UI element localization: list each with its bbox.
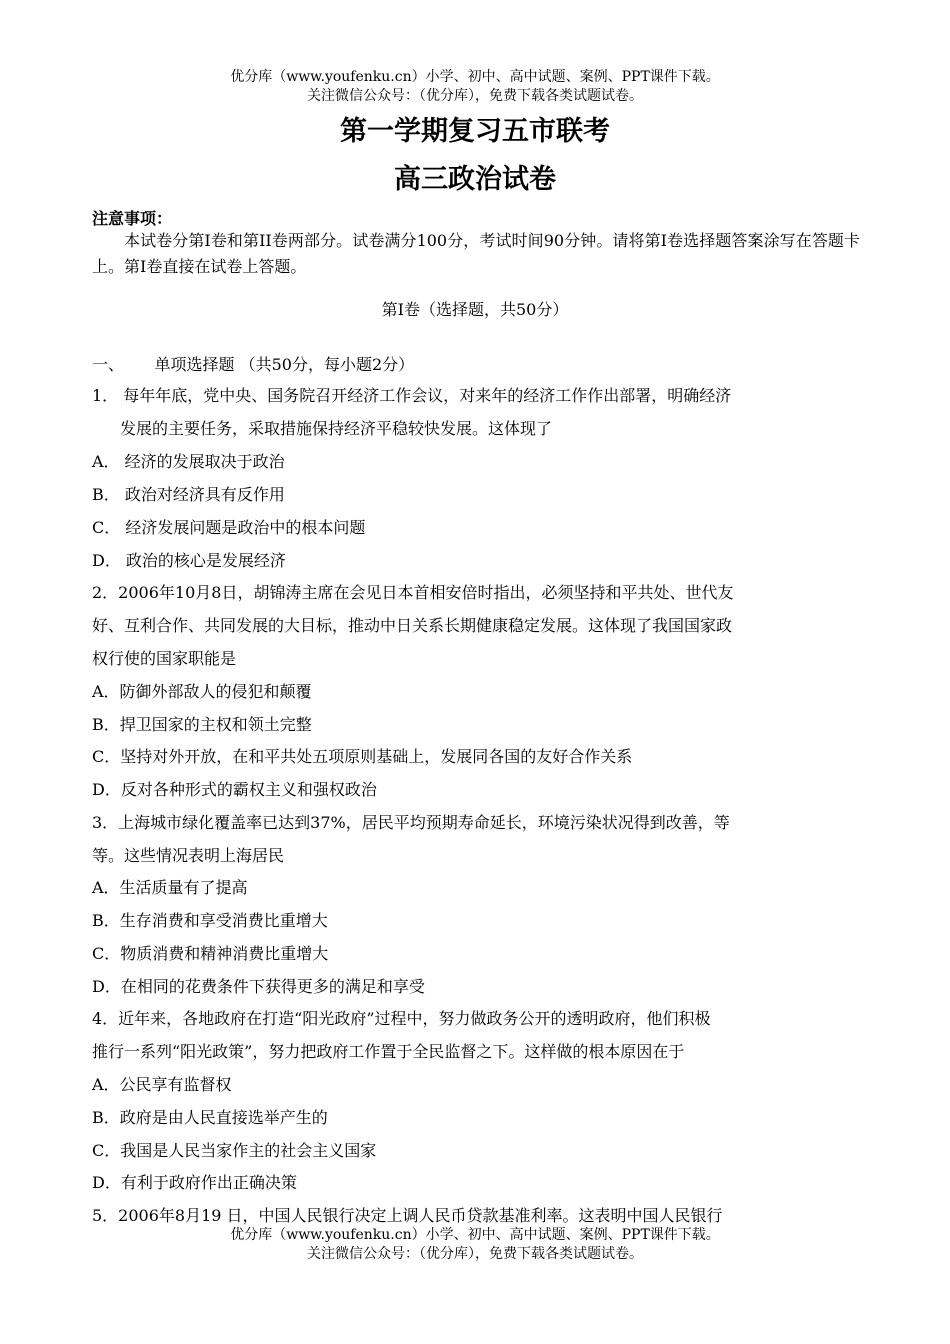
q2-stem-line-3: 权行使的国家职能是	[92, 649, 237, 668]
q3-option-b: B．生存消费和享受消费比重增大	[92, 911, 328, 930]
page-header	[0, 68, 950, 106]
q2-stem-line-2: 好、互利合作、共同发展的大目标，推动中日关系长期健康稳定发展。这体现了我国国家政	[92, 616, 733, 635]
footer-line-1: 优分库（www.youfenku.cn）小学、初中、高中试题、案例、PPT课件下载。	[230, 1227, 720, 1243]
exam-subtitle: 高三政治试卷	[394, 164, 556, 195]
q2-option-b: B．捍卫国家的主权和领土完整	[92, 715, 312, 734]
q1-option-c: C． 经济发展问题是政治中的根本问题	[92, 518, 366, 537]
page-footer	[0, 1226, 950, 1264]
q1-option-b: B． 政治对经济具有反作用	[92, 485, 285, 504]
q2-option-c: C．坚持对外开放，在和平共处五项原则基础上，发展同各国的友好合作关系	[92, 747, 633, 766]
q3-stem-line-2: 等。这些情况表明上海居民	[92, 846, 285, 865]
q4-stem-line-1: 4．近年来，各地政府在打造“阳光政府”过程中，努力做政务公开的透明政府，他们积极	[92, 1009, 711, 1028]
q1-stem-line-2: 发展的主要任务，采取措施保持经济平稳较快发展。这体现了	[120, 419, 553, 438]
q3-option-a: A．生活质量有了提高	[92, 878, 248, 897]
header-line-1: 优分库（www.youfenku.cn）小学、初中、高中试题、案例、PPT课件下载。	[230, 69, 720, 85]
q4-option-b: B．政府是由人民直接选举产生的	[92, 1108, 328, 1127]
exam-title: 第一学期复习五市联考	[340, 116, 610, 147]
header-line-2: 关注微信公众号：（优分库），免费下载各类试题试卷。	[307, 88, 643, 104]
q3-option-c: C．物质消费和精神消费比重增大	[92, 944, 329, 963]
q2-stem-line-1: 2．2006年10月8日，胡锦涛主席在会见日本首相安倍时指出，必须坚持和平共处、世代友	[92, 583, 734, 602]
q4-option-c: C．我国是人民当家作主的社会主义国家	[92, 1141, 377, 1160]
q2-option-d: D．反对各种形式的霸权主义和强权政治	[92, 780, 377, 799]
footer-line-2: 关注微信公众号：（优分库），免费下载各类试题试卷。	[307, 1246, 643, 1262]
q3-option-d: D．在相同的花费条件下获得更多的满足和享受	[92, 977, 425, 996]
q5-stem-line-1: 5．2006年8月19 日，中国人民银行决定上调人民币贷款基准利率。这表明中国人民银行	[92, 1206, 723, 1225]
q1-option-a: A． 经济的发展取决于政治	[92, 452, 285, 471]
q4-option-a: A．公民享有监督权	[92, 1075, 232, 1094]
q2-option-a: A．防御外部敌人的侵犯和颠覆	[92, 682, 312, 701]
section-heading: 第I卷（选择题，共50分）	[381, 300, 569, 319]
q1-stem-line-1: 1． 每年年底，党中央、国务院召开经济工作会议，对来年的经济工作作出部署，明确经济	[92, 386, 732, 405]
q4-option-d: D．有利于政府作出正确决策	[92, 1173, 297, 1192]
q3-stem-line-1: 3．上海城市绿化覆盖率已达到37%，居民平均预期寿命延长，环境污染状况得到改善，等	[92, 813, 730, 832]
q4-stem-line-2: 推行一系列“阳光政策”，努力把政府工作置于全民监督之下。这样做的根本原因在于	[92, 1042, 685, 1061]
part-heading: 一、 单项选择题 （共50分，每小题2分）	[92, 355, 415, 374]
q1-option-d: D． 政治的核心是发展经济	[92, 551, 286, 570]
notice-body: 本试卷分第I卷和第II卷两部分。试卷满分100分，考试时间90分钟。请将第I卷选择题答案涂写在答题卡上。第I卷直接在试卷上答题。	[92, 231, 860, 276]
notice-heading: 注意事项：	[92, 209, 173, 228]
